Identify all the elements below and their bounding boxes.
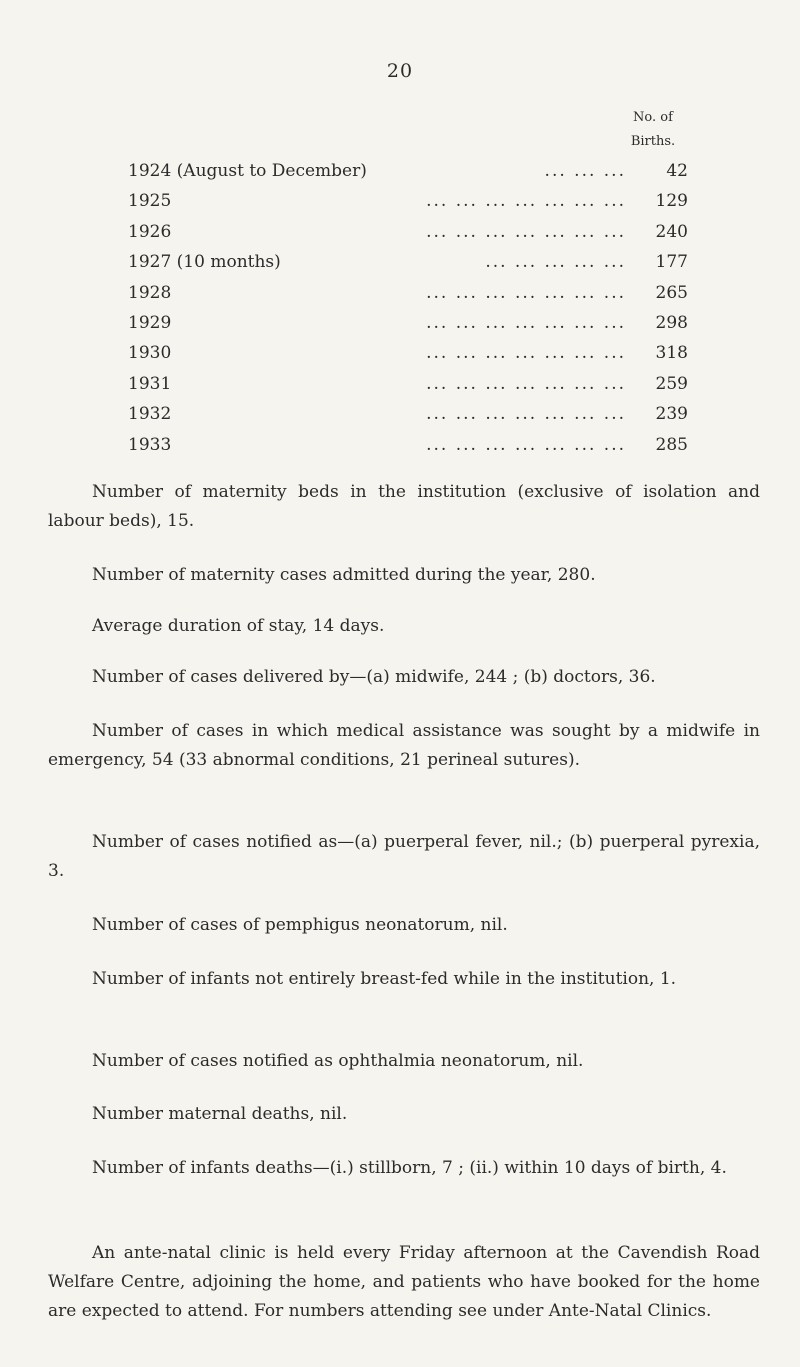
year-label: 1932 (128, 404, 172, 425)
births-value: 265 (655, 282, 688, 303)
year-label: 1925 (128, 191, 172, 212)
paragraph-breast-fed: Number of infants not entirely breast-fed while in the institution, 1. (92, 969, 677, 989)
year-label: 1927 (10 months) (128, 252, 281, 273)
table-row (128, 158, 688, 188)
table-row (128, 249, 688, 279)
table-row (128, 371, 688, 401)
births-value: 177 (655, 252, 688, 273)
year-label: 1929 (128, 312, 172, 333)
year-label: 1931 (128, 373, 172, 394)
paragraph-ante-natal-clinic: An ante-natal clinic is held every Friday afternoon at the Cavendish Road Welfare Centre, adjoining the home, and patients who have booked for the home are expected to attend. For numbers attending see under Ante-Natal Clinics. (48, 1243, 760, 1321)
header-line-1: No. of (633, 110, 673, 125)
leader-dots: ... ... ... ... ... ... ... (426, 312, 626, 333)
leader-dots: ... ... ... ... ... ... ... (426, 373, 626, 394)
year-label: 1928 (128, 282, 172, 303)
births-value: 240 (655, 221, 688, 242)
leader-dots: ... ... ... ... ... ... ... (426, 221, 626, 242)
table-row (128, 401, 688, 431)
leader-dots: ... ... ... (544, 161, 626, 181)
births-table (128, 158, 688, 462)
leader-dots: ... ... ... ... ... (485, 252, 626, 273)
leader-dots: ... ... ... ... ... ... ... (426, 404, 626, 425)
births-value: 318 (655, 343, 688, 364)
table-row (128, 310, 688, 340)
year-label: 1924 (August to December) (128, 161, 367, 181)
births-value: 129 (655, 191, 688, 212)
births-value: 259 (655, 373, 688, 394)
paragraph-maternity-beds: Number of maternity beds in the institution (exclusive of isolation and labour beds), 15. (48, 482, 760, 531)
table-row (128, 340, 688, 370)
table-row (128, 432, 688, 462)
header-line-2: Births. (630, 134, 676, 149)
table-row (128, 280, 688, 310)
table-row (128, 188, 688, 218)
births-value: 298 (655, 312, 688, 333)
year-label: 1926 (128, 221, 172, 242)
year-label: 1933 (128, 434, 172, 455)
paragraph-ophthalmia: Number of cases notified as ophthalmia neonatorum, nil. (92, 1051, 584, 1071)
paragraph-maternal-deaths: Number maternal deaths, nil. (92, 1104, 348, 1124)
leader-dots: ... ... ... ... ... ... ... (426, 343, 626, 364)
paragraph-medical-assistance: Number of cases in which medical assistance was sought by a midwife in emergency, 54 (33 abnormal conditions, 21 perineal sutures). (48, 721, 760, 770)
page-number: 20 (386, 60, 414, 82)
births-value: 239 (655, 404, 688, 425)
year-label: 1930 (128, 343, 172, 364)
births-value: 285 (655, 434, 688, 455)
paragraph-average-stay: Average duration of stay, 14 days. (92, 616, 385, 636)
leader-dots: ... ... ... ... ... ... ... (426, 191, 626, 212)
births-column-header (598, 106, 708, 154)
paragraph-cases-notified: Number of cases notified as—(a) puerperal fever, nil.; (b) puerperal pyrexia, 3. (48, 832, 760, 881)
leader-dots: ... ... ... ... ... ... ... (426, 282, 626, 303)
paragraph-cases-delivered: Number of cases delivered by—(a) midwife, 244 ; (b) doctors, 36. (92, 667, 656, 687)
births-value: 42 (666, 161, 688, 181)
table-row (128, 219, 688, 249)
paragraph-pemphigus: Number of cases of pemphigus neonatorum, nil. (92, 915, 508, 935)
paragraph-cases-admitted: Number of maternity cases admitted during the year, 280. (92, 565, 596, 585)
paragraph-infant-deaths: Number of infants deaths—(i.) stillborn, 7 ; (ii.) within 10 days of birth, 4. (92, 1158, 727, 1178)
leader-dots: ... ... ... ... ... ... ... (426, 434, 626, 455)
